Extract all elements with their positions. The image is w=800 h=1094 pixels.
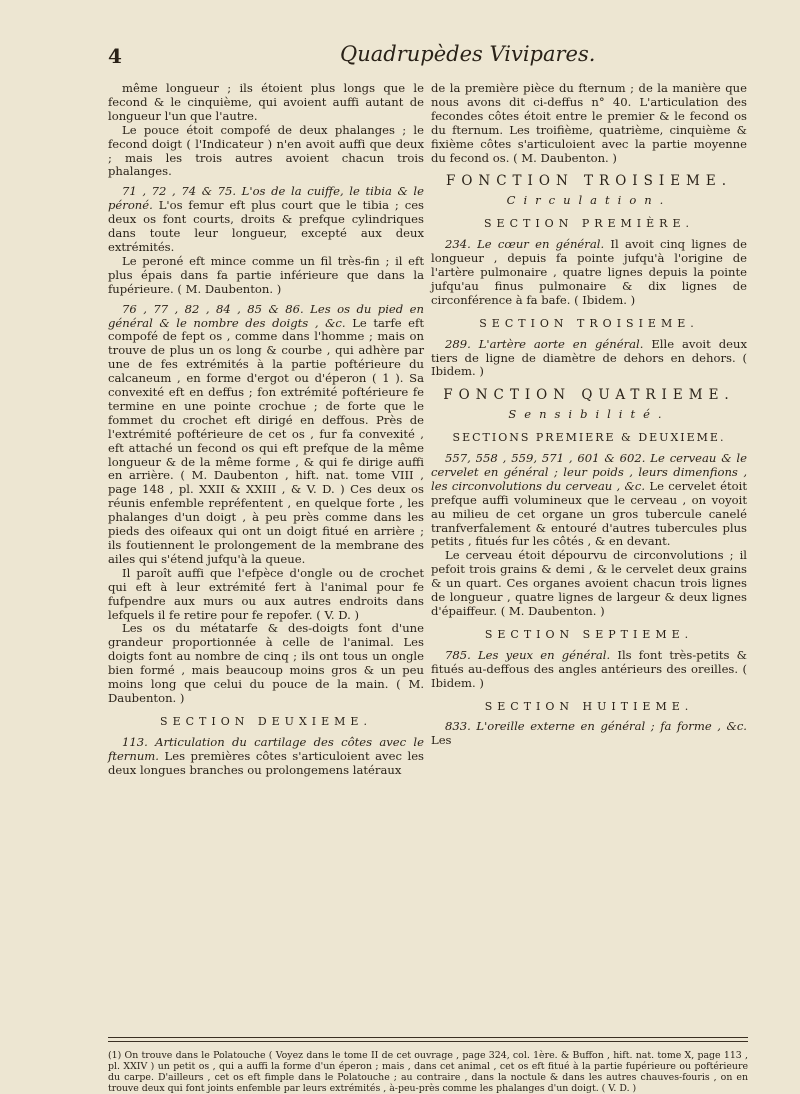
- paragraph: [431, 452, 747, 549]
- right-column: [431, 82, 747, 748]
- section-heading: SECTION TROISIEME.: [479, 316, 699, 330]
- function-subtitle: Circulation.: [506, 193, 672, 208]
- paragraph: même longueur ; ils étoient plus longs que le fecond & le cinquième, qui avoient auffi autant de longueur l'un que l'autre.: [108, 81, 424, 123]
- entry-text: Elle avoit deux tiers de ligne de diamètre de dehors en dehors. ( Ibidem. ): [431, 336, 747, 379]
- entry-heading: 76 , 77 , 82 , 84 , 85 & 86. Les os du pied en général & le nombre des doigts , &c.: [108, 301, 424, 330]
- entry-text: Les: [431, 733, 452, 748]
- footnote: (1) On trouve dans le Polatouche ( Voyez dans le tome II de cet ouvrage , page 324, col. 1ère. & Buffon , hift. nat. tome X, page 113 , pl. XXIV ) un petit os , qui a auffi la forme d'un éperon ; mais , dans cet animal , cet os eft fitué à la partie fupérieure ou poftérieure du carpe. D'ailleurs , cet os eft fimple dans le Polatouche ; au contraire , dans la noctule & dans les autres chauves-fouris , on en trouve deux qui font joints enfemble par leurs extrémités , à-peu-près comme les phalanges d'un doigt. ( V. D. ): [108, 1050, 748, 1094]
- footnote-rule: [108, 1037, 748, 1038]
- paragraph: [431, 238, 747, 308]
- paragraph: [108, 185, 424, 255]
- entry-heading: 113. Articulation du cartilage des côtes avec le fternum.: [108, 734, 424, 763]
- entry-heading: 234. Le cœur en général.: [445, 237, 605, 252]
- entry-text: L'os femur eft plus court que le tibia ; ces deux os font courts, droits & prefque cylindriques dans toute leur longueur, excepté aux deux extrémités.: [108, 198, 425, 254]
- paragraph: Les os du métatarfe & des-doigts font d'une grandeur proportionnée à celle de l'animal. Les doigts font au nombre de cinq ; ils ont tous un ongle bien formé , mais beaucoup moins gros & un peu moins long que celui du pouce de la main. ( M. Daubenton. ): [108, 621, 424, 705]
- paragraph: [431, 720, 747, 748]
- paragraph: de la première pièce du fternum ; de la manière que nous avons dit ci-deffus n° 40. L'articulation des fecondes côtes étoit entre le premier & le fecond os du fternum. Les troifième, quatrième, cinquième & fixième côtes s'articuloient avec la partie moyenne du fecond os. ( M. Daubenton. ): [431, 81, 747, 165]
- function-heading: FONCTION QUATRIEME.: [443, 387, 735, 404]
- running-title: Quadrupèdes Vivipares.: [340, 42, 596, 66]
- entry-heading: 557, 558 , 559, 571 , 601 & 602. Le cerveau & le cervelet en général ; leur poids , leurs dimenfions , les circonvolutions du cerveau , &c.: [431, 451, 747, 493]
- paragraph: [108, 303, 424, 567]
- footnote-rule-thin: [108, 1041, 748, 1042]
- paragraph: Le pouce étoit compofé de deux phalanges ; le fecond doigt ( l'Indicateur ) n'en avoit auffi que deux ; mais les trois autres avoient chacun trois phalanges.: [108, 122, 424, 179]
- entry-heading: 785. Les yeux en général.: [445, 647, 611, 662]
- entry-heading: 289. L'artère aorte en général.: [445, 336, 644, 351]
- function-subtitle: Sensibilité.: [508, 407, 670, 422]
- paragraph: Il paroît auffi que l'efpèce d'ongle ou de crochet qui eft à leur extrémité fert à l'animal pour fe fufpendre aux murs ou aux autres endroits dans lefquels il fe retire pour fe repofer. ( V. D. ): [108, 565, 424, 622]
- entry-text: Les premières côtes s'articuloient avec les deux longues branches ou prolongemens latéraux: [108, 748, 425, 777]
- entry-heading: 71 , 72 , 74 & 75. L'os de la cuiffe, le tibia & le péroné.: [108, 184, 424, 213]
- entry-text: Il avoit cinq lignes de longueur , depuis fa pointe jufqu'à l'origine de l'artère pulmonaire , quatre lignes depuis la pointe jufqu'au finus pulmonaire & dix lignes de circonférence à fa bafe. ( Ibidem. ): [431, 237, 748, 307]
- entry-text: Le cervelet étoit prefque auffi volumineux que le cerveau , on voyoit au milieu de cet organe un gros tubercule canelé tranfverfalement & entouré d'autres tubercules plus petits , fitués fur les côtés , & en devant.: [431, 478, 748, 549]
- left-column: [108, 82, 424, 778]
- running-header: [0, 38, 800, 78]
- paragraph: [431, 649, 747, 691]
- section-heading: SECTION HUITIEME.: [484, 699, 694, 713]
- paragraph: [108, 736, 424, 778]
- section-heading: SECTION PREMIÈRE.: [484, 217, 694, 231]
- section-heading: SECTIONS PREMIERE & DEUXIEME.: [452, 431, 726, 445]
- entry-text: Le tarfe eft compofé de fept os , comme dans l'homme ; mais on trouve de plus un os long & courbe , qui adhère par une de fes extrémités à la partie poftérieure du calcaneum , en forme d'ergot ou d'éperon ( 1 ). Sa convexité eft en deffus ; fon extrémité poftérieure fe termine en une pointe crochue ; de forte que le fommet du crochet eft dirigé en deffous. Près de l'extrémité poftérieure de cet os , fur fa convexité , eft attaché un fecond os qui eft prefque de la même longueur & de la même forme , & qui fe dirige auffi en arrière. ( M. Daubenton , hift. nat. tome VIII , page 148 , pl. XXII & XXIII , & V. D. ) Ces deux os réunis enfemble repréfentent , en quelque forte , les phalanges d'un doigt , à peu près comme dans les pieds des oifeaux qui ont un doigt fitué en arrière ; ils foutiennent le prolongement de la membrane des ailes qui s'étend jufqu'à la queue.: [108, 315, 424, 566]
- section-heading: SECTION DEUXIEME.: [160, 714, 372, 728]
- function-heading: FONCTION TROISIEME.: [445, 173, 733, 190]
- paragraph: Le peroné eft mince comme un fil très-fin ; il eft plus épais dans fa partie inférieure que dans la fupérieure. ( M. Daubenton. ): [108, 253, 424, 296]
- page-number: 4: [108, 44, 122, 68]
- paragraph: [431, 338, 747, 380]
- section-heading: SECTION SEPTIEME.: [484, 627, 694, 641]
- entry-text: Ils font très-petits & fitués au-deffous des angles antérieurs des oreilles. ( Ibidem. ): [431, 647, 747, 690]
- paragraph: Le cerveau étoit dépourvu de circonvolutions ; il pefoit trois grains & demi , & le cervelet deux grains & un quart. Ces organes avoient chacun trois lignes de longueur , quatre lignes de largeur & deux lignes d'épaiffeur. ( M. Daubenton. ): [431, 548, 747, 618]
- entry-heading: 833. L'oreille externe en général ; fa forme , &c.: [445, 719, 747, 734]
